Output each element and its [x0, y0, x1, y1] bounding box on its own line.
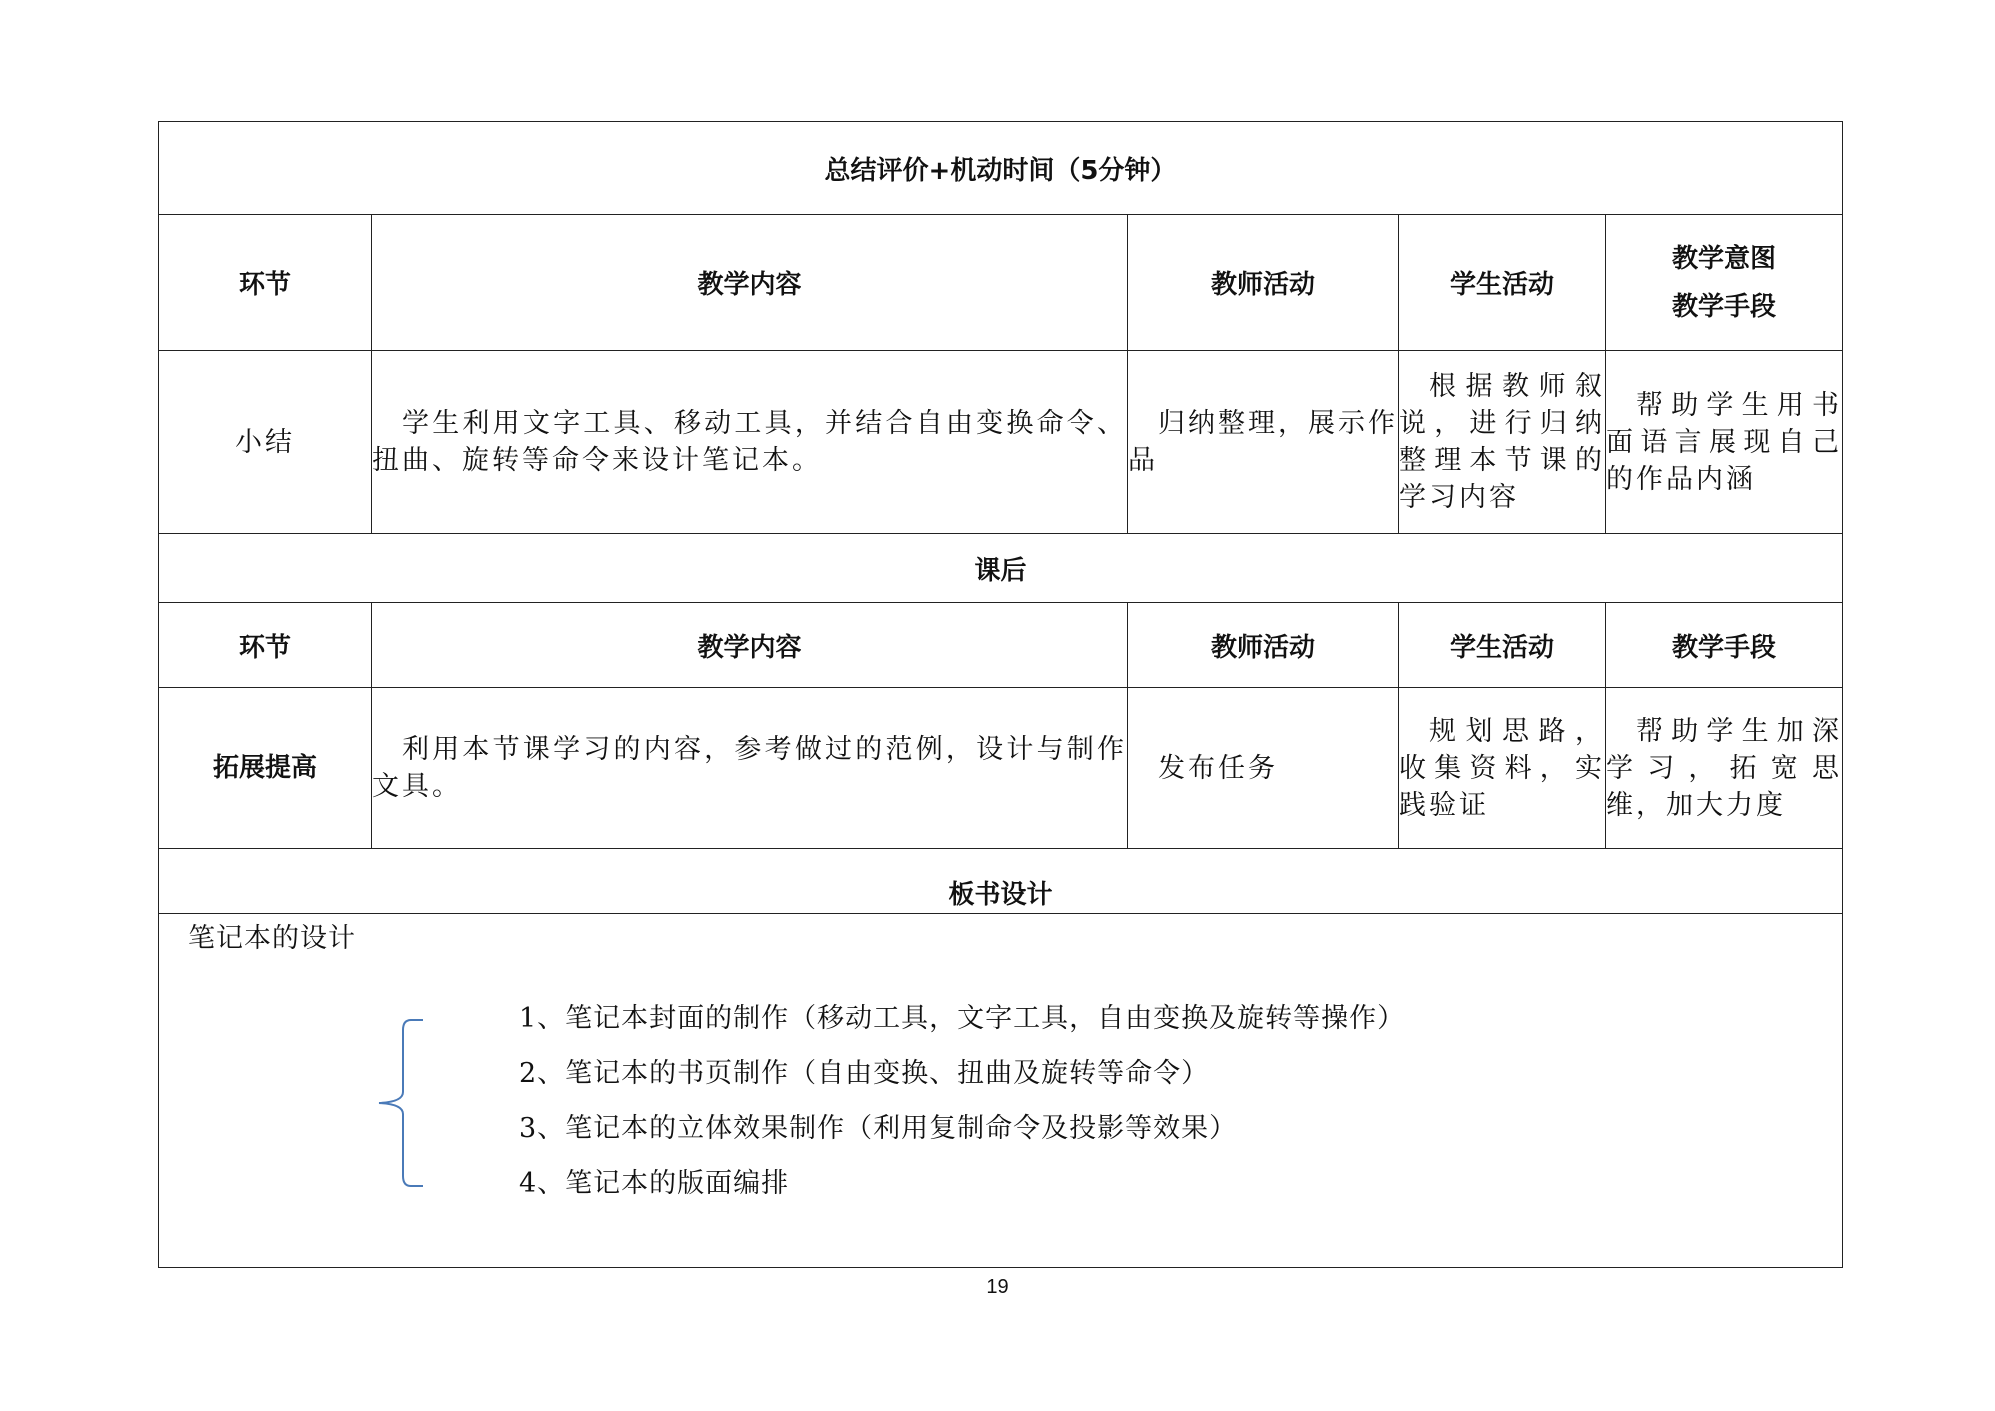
summary-teacher-cell: 归纳整理，展示作品 [1128, 351, 1399, 534]
after-stage-cell: 拓展提高 [159, 688, 372, 849]
lesson-plan-table [158, 121, 1843, 1268]
left-brace-icon [371, 1016, 431, 1191]
board-point: 1、笔记本封面的制作（移动工具，文字工具，自由变换及旋转等操作） [519, 1003, 1406, 1034]
after-header-content: 教学内容 [372, 603, 1128, 688]
board-point: 2、笔记本的书页制作（自由变换、扭曲及旋转等命令） [519, 1058, 1210, 1089]
header-intent-line1: 教学意图 [1671, 243, 1776, 274]
after-header-means: 教学手段 [1606, 603, 1843, 688]
summary-stage-cell: 小结 [159, 351, 372, 534]
after-content-cell: 利用本节课学习的内容，参考做过的范例，设计与制作文具。 [372, 688, 1128, 849]
page-number: 19 [986, 1276, 1009, 1298]
board-design-cell [159, 914, 1843, 1268]
header-content: 教学内容 [372, 215, 1128, 351]
summary-intent-cell: 帮助学生用书面语言展现自己的作品内涵 [1606, 351, 1843, 534]
board-topic: 笔记本的设计 [188, 923, 356, 954]
after-header-teacher-activity: 教师活动 [1128, 603, 1399, 688]
summary-section-title: 总结评价+机动时间（5分钟） [159, 122, 1843, 215]
board-points-list [519, 1000, 1405, 1220]
board-point: 4、笔记本的版面编排 [519, 1168, 790, 1199]
board-design-title: 板书设计 [159, 849, 1843, 914]
header-stage: 环节 [159, 215, 372, 351]
after-student-cell: 规划思路，收集资料，实践验证 [1399, 688, 1606, 849]
board-point: 3、笔记本的立体效果制作（利用复制命令及投影等效果） [519, 1113, 1238, 1144]
after-class-section-title: 课后 [159, 534, 1843, 603]
after-teacher-cell: 发布任务 [1128, 688, 1399, 849]
header-teacher-activity: 教师活动 [1128, 215, 1399, 351]
after-means-cell: 帮助学生加深学习，拓宽思维，加大力度 [1606, 688, 1843, 849]
after-header-stage: 环节 [159, 603, 372, 688]
after-header-student-activity: 学生活动 [1399, 603, 1606, 688]
header-intent-means [1606, 215, 1843, 351]
summary-content-cell: 学生利用文字工具、移动工具，并结合自由变换命令、扭曲、旋转等命令来设计笔记本。 [372, 351, 1128, 534]
header-student-activity: 学生活动 [1399, 215, 1606, 351]
summary-student-cell: 根据教师叙说，进行归纳整理本节课的学习内容 [1399, 351, 1606, 534]
header-intent-line2: 教学手段 [1671, 291, 1776, 322]
